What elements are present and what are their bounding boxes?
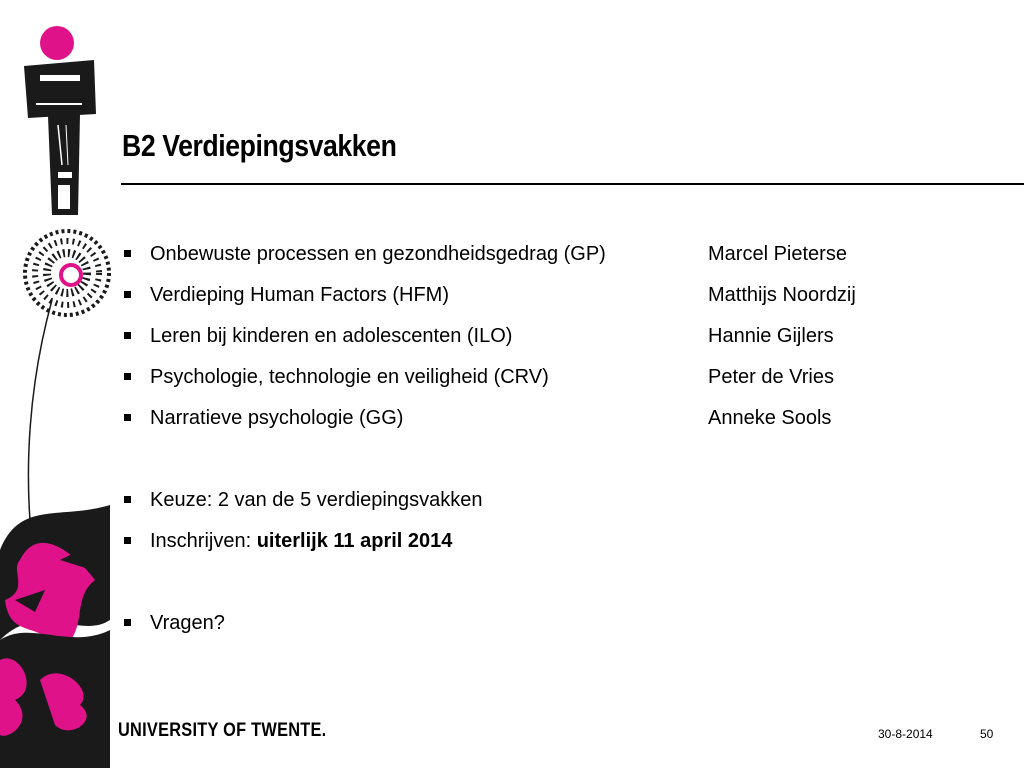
pink-dot-icon [40, 26, 74, 60]
title-divider [121, 183, 1024, 185]
registration-label: Inschrijven: [150, 530, 257, 552]
course-name: Verdieping Human Factors (HFM) [150, 284, 449, 306]
course-name: Onbewuste processen en gezondheidsgedrag (GP) [150, 243, 606, 265]
course-name: Leren bij kinderen en adolescenten (ILO) [150, 325, 513, 347]
bullet-icon [124, 619, 131, 626]
bullet-icon [124, 537, 131, 544]
bullet-icon [124, 332, 131, 339]
course-teacher: Peter de Vries [708, 366, 834, 388]
bullet-icon [124, 250, 131, 257]
bullet-icon [124, 414, 131, 421]
decorative-artwork [0, 0, 120, 768]
footer-date: 30-8-2014 [878, 727, 933, 741]
page-number: 50 [980, 727, 994, 741]
bullet-icon [124, 373, 131, 380]
registration-deadline: uiterlijk 11 april 2014 [256, 530, 453, 552]
i-figure-icon [24, 60, 96, 118]
university-logo: UNIVERSITY OF TWENTE. [118, 720, 327, 741]
registration-text [150, 527, 452, 555]
course-name: Narratieve psychologie (GG) [150, 407, 404, 429]
course-teacher: Matthijs Noordzij [708, 284, 856, 306]
course-teacher: Hannie Gijlers [708, 325, 834, 347]
bullet-icon [124, 291, 131, 298]
choice-text: Keuze: 2 van de 5 verdiepingsvakken [150, 489, 483, 511]
flowers-icon [0, 505, 110, 768]
bullet-icon [124, 496, 131, 503]
course-teacher: Marcel Pieterse [708, 243, 847, 265]
page-title: B2 Verdiepingsvakken [122, 128, 397, 163]
course-teacher: Anneke Sools [708, 407, 832, 429]
course-name: Psychologie, technologie en veiligheid (CRV) [150, 366, 549, 388]
questions-text: Vragen? [150, 612, 225, 634]
